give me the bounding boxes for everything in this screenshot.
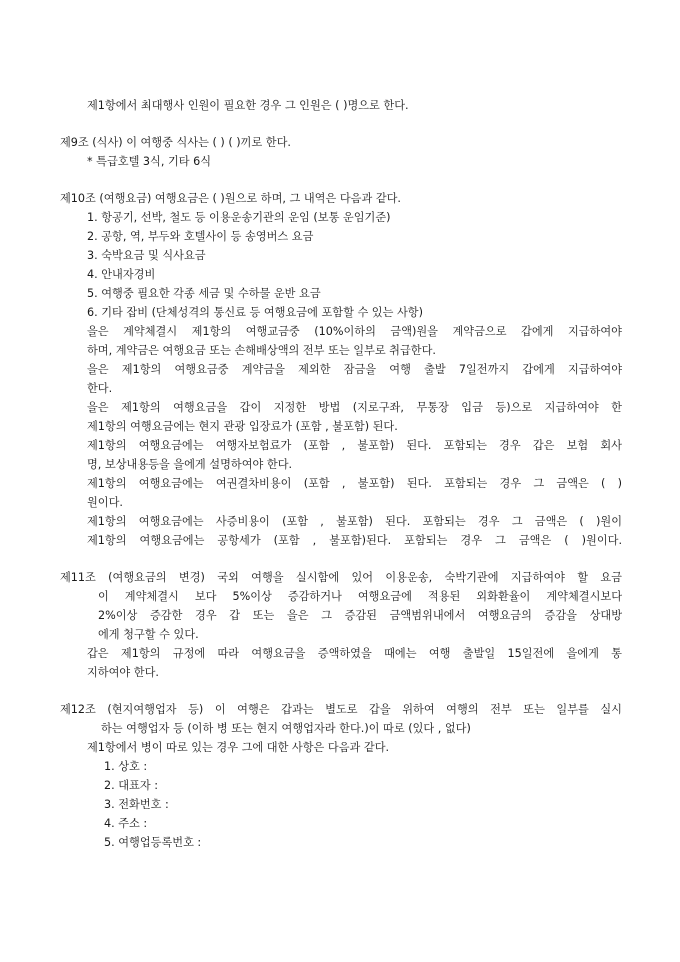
visa-fee-paragraph: 제1항의 여행요금에는 사증비용이 (포함 , 불포함) 된다. 포함되는 경우 그 금액은 ( )원이 — [87, 515, 622, 528]
article-9-title: 제9조 (식사) 이 여행중 식사는 ( ) ( )끼로 한다. — [60, 136, 291, 149]
article-9-note: * 특급호텔 3식, 기타 6식 — [87, 155, 212, 168]
max-participants-line: 제1항에서 최대행사 인원이 필요한 경우 그 인원은 ( )명으로 한다. — [87, 99, 409, 112]
passport-fee-paragraph-line: 원이다. — [87, 496, 123, 509]
article-11-line: 이 계약체결시 보다 5%이상 증감하거나 여행요금에 적용된 외화환율이 계약체결시보다 — [98, 590, 622, 603]
article-12-line: 제1항에서 병이 따로 있는 경우 그에 대한 사항은 다음과 같다. — [87, 741, 390, 754]
article-12-line: 하는 여행업자 등 (이하 병 또는 현지 여행업자라 한다.)이 따로 (있다 , 없다) — [101, 722, 471, 735]
article-12-line: 제12조 (현지여행업자 등) 이 여행은 갑과는 별도로 갑을 위하여 여행의 전부 또는 일부를 실시 — [60, 703, 622, 716]
balance-paragraph-line: 한다. — [87, 382, 113, 395]
insurance-paragraph-line: 명, 보상내용등을 을에게 설명하여야 한다. — [87, 458, 293, 471]
article-11-notice-line: 갑은 제1항의 규정에 따라 여행요금을 증액하였을 때에는 여행 출발일 15일전에 을에게 통 — [87, 647, 622, 660]
insurance-paragraph-line: 제1항의 여행요금에는 여행자보험료가 (포함 , 불포함) 된다. 포함되는 경우 갑은 보험 회사 — [87, 439, 622, 452]
article-11-line: 2%이상 증감한 경우 갑 또는 을은 그 증감된 금액범위내에서 여행요금의 증감을 상대방 — [98, 609, 622, 622]
article-11-notice-line: 지하여야 한다. — [87, 666, 159, 679]
article-11-line: 에게 청구할 수 있다. — [98, 628, 199, 641]
article-10-item: 4. 안내자경비 — [87, 268, 156, 281]
article-12-item: 3. 전화번호 : — [104, 798, 169, 811]
article-12-item: 4. 주소 : — [104, 817, 148, 830]
balance-paragraph-line: 을은 제1항의 여행요금중 계약금을 제외한 잠금을 여행 출발 7일전까지 갑에게 지급하여야 — [87, 363, 622, 376]
admission-fee-paragraph: 제1항의 여행요금에는 현지 관광 입장료가 (포함 , 불포함) 된다. — [87, 420, 398, 433]
article-10-item: 1. 항공기, 선박, 철도 등 이용운송기관의 운임 (보통 운임기준) — [87, 211, 391, 224]
article-10-item: 5. 여행중 필요한 각종 세금 및 수하물 운반 요금 — [87, 287, 321, 300]
article-10-title: 제10조 (여행요금) 여행요금은 ( )원으로 하며, 그 내역은 다음과 같다. — [60, 192, 401, 205]
deposit-paragraph-line: 을은 계약체결시 제1항의 여행교금중 (10%이하의 금액)원을 계약금으로 갑에게 지급하여야 — [87, 325, 622, 338]
passport-fee-paragraph-line: 제1항의 여행요금에는 여권결차비용이 (포함 , 불포함) 된다. 포함되는 경우 그 금액은 ( ) — [87, 477, 622, 490]
article-12-item: 1. 상호 : — [104, 760, 148, 773]
payment-method-paragraph: 을은 제1항의 여행요금을 갑이 지정한 방법 (지로구좌, 무통장 입금 등)으로 지급하여야 한 — [87, 401, 622, 414]
deposit-paragraph-line: 하며, 계약금은 여행요금 또는 손해배상액의 전부 또는 일부로 취급한다. — [87, 344, 436, 357]
article-12-item: 2. 대표자 : — [104, 779, 158, 792]
article-10-item: 2. 공항, 역, 부두와 호텔사이 등 송영버스 요금 — [87, 230, 314, 243]
article-11-line: 제11조 (여행요금의 변경) 국외 여행을 실시함에 있어 이용운송, 숙박기관에 지급하여야 할 요금 — [60, 571, 622, 584]
article-10-item: 3. 숙박요금 및 식사요금 — [87, 249, 206, 262]
article-12-item: 5. 여행업등록번호 : — [104, 836, 202, 849]
airport-tax-paragraph: 제1항의 여행요금에는 공항세가 (포함 , 불포함)된다. 포함되는 경우 그 금액은 ( )원이다. — [87, 534, 622, 547]
article-10-item: 6. 기타 잡비 (단체성격의 통신료 등 여행요금에 포함할 수 있는 사항) — [87, 306, 423, 319]
